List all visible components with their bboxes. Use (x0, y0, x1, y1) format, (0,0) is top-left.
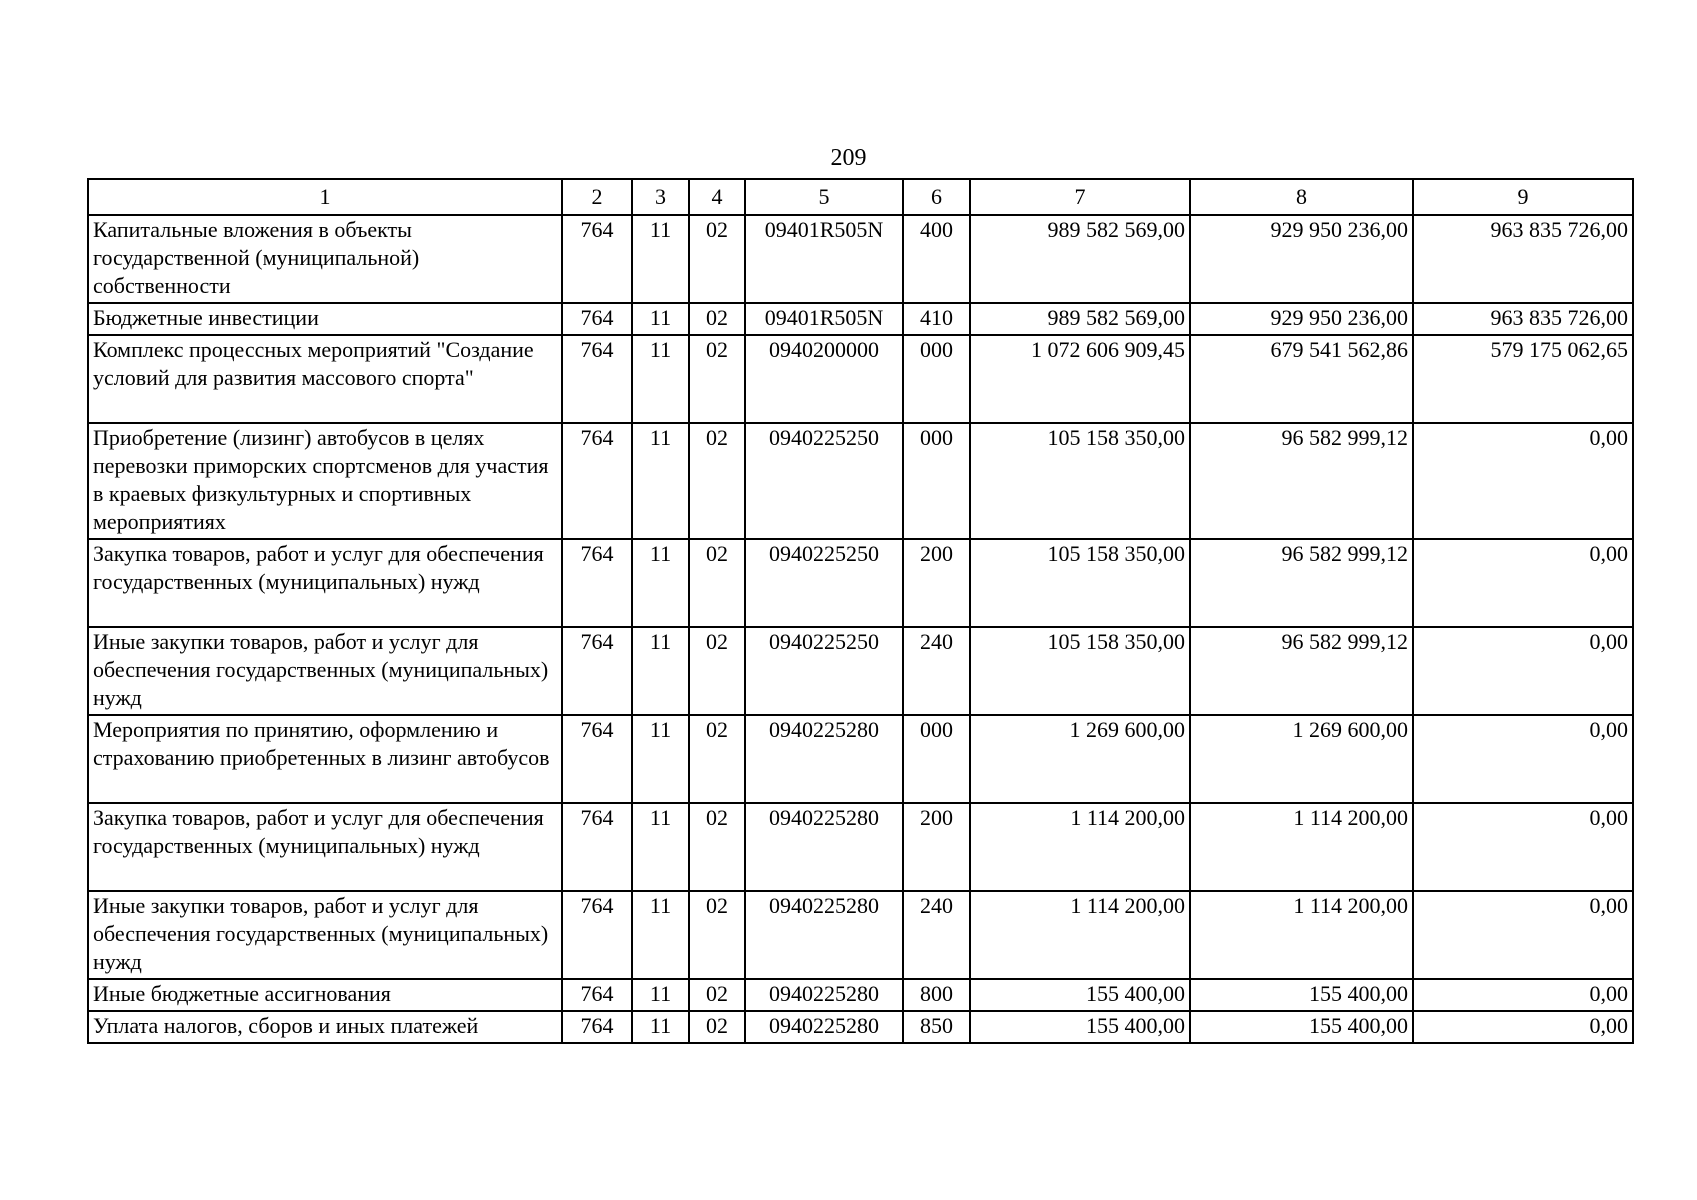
section-cell: 11 (632, 627, 689, 715)
admin-code-cell: 764 (562, 891, 632, 979)
target-article-cell: 0940225280 (745, 979, 903, 1011)
expense-type-cell: 850 (903, 1011, 970, 1043)
table-row (88, 803, 1633, 891)
table-row (88, 979, 1633, 1011)
amount-col9-cell: 0,00 (1413, 979, 1633, 1011)
section-cell: 11 (632, 423, 689, 539)
table-row (88, 335, 1633, 423)
amount-col9-cell: 963 835 726,00 (1413, 303, 1633, 335)
amount-col7-cell: 1 269 600,00 (970, 715, 1190, 803)
section-cell: 11 (632, 891, 689, 979)
budget-table (87, 178, 1634, 1044)
target-article-cell: 0940200000 (745, 335, 903, 423)
column-header-8: 8 (1190, 179, 1413, 215)
column-header-3: 3 (632, 179, 689, 215)
admin-code-cell: 764 (562, 539, 632, 627)
table-row (88, 215, 1633, 303)
amount-col9-cell: 0,00 (1413, 1011, 1633, 1043)
section-cell: 11 (632, 715, 689, 803)
subsection-cell: 02 (689, 423, 745, 539)
amount-col8-cell: 929 950 236,00 (1190, 303, 1413, 335)
subsection-cell: 02 (689, 979, 745, 1011)
amount-col9-cell: 963 835 726,00 (1413, 215, 1633, 303)
page-number: 209 (830, 145, 867, 171)
section-cell: 11 (632, 539, 689, 627)
table-row (88, 1011, 1633, 1043)
expense-type-cell: 800 (903, 979, 970, 1011)
item-name-cell: Приобретение (лизинг) автобусов в целях перевозки приморских спортсменов для участия в краевых физкультурных и спортивных мероприятиях (88, 423, 562, 539)
table-row (88, 715, 1633, 803)
section-cell: 11 (632, 979, 689, 1011)
amount-col7-cell: 105 158 350,00 (970, 539, 1190, 627)
amount-col9-cell: 0,00 (1413, 539, 1633, 627)
table-row (88, 539, 1633, 627)
section-cell: 11 (632, 1011, 689, 1043)
item-name-cell: Закупка товаров, работ и услуг для обеспечения государственных (муниципальных) нужд (88, 803, 562, 891)
target-article-cell: 09401R505N (745, 303, 903, 335)
column-header-2: 2 (562, 179, 632, 215)
subsection-cell: 02 (689, 215, 745, 303)
amount-col8-cell: 1 114 200,00 (1190, 891, 1413, 979)
target-article-cell: 09401R505N (745, 215, 903, 303)
amount-col8-cell: 155 400,00 (1190, 1011, 1413, 1043)
column-header-1: 1 (88, 179, 562, 215)
expense-type-cell: 000 (903, 423, 970, 539)
amount-col8-cell: 1 269 600,00 (1190, 715, 1413, 803)
target-article-cell: 0940225280 (745, 891, 903, 979)
table-header-row (88, 179, 1633, 215)
expense-type-cell: 000 (903, 715, 970, 803)
admin-code-cell: 764 (562, 715, 632, 803)
subsection-cell: 02 (689, 1011, 745, 1043)
subsection-cell: 02 (689, 303, 745, 335)
target-article-cell: 0940225280 (745, 715, 903, 803)
admin-code-cell: 764 (562, 803, 632, 891)
target-article-cell: 0940225250 (745, 627, 903, 715)
expense-type-cell: 240 (903, 891, 970, 979)
target-article-cell: 0940225250 (745, 423, 903, 539)
target-article-cell: 0940225250 (745, 539, 903, 627)
amount-col9-cell: 0,00 (1413, 803, 1633, 891)
item-name-cell: Иные закупки товаров, работ и услуг для обеспечения государственных (муниципальных) нужд (88, 891, 562, 979)
admin-code-cell: 764 (562, 423, 632, 539)
subsection-cell: 02 (689, 715, 745, 803)
expense-type-cell: 400 (903, 215, 970, 303)
section-cell: 11 (632, 303, 689, 335)
admin-code-cell: 764 (562, 627, 632, 715)
expense-type-cell: 200 (903, 803, 970, 891)
amount-col7-cell: 155 400,00 (970, 979, 1190, 1011)
amount-col9-cell: 0,00 (1413, 891, 1633, 979)
section-cell: 11 (632, 803, 689, 891)
admin-code-cell: 764 (562, 335, 632, 423)
column-header-6: 6 (903, 179, 970, 215)
table-row (88, 627, 1633, 715)
table-row (88, 303, 1633, 335)
item-name-cell: Капитальные вложения в объекты государственной (муниципальной) собственности (88, 215, 562, 303)
amount-col7-cell: 989 582 569,00 (970, 303, 1190, 335)
amount-col8-cell: 96 582 999,12 (1190, 539, 1413, 627)
subsection-cell: 02 (689, 539, 745, 627)
item-name-cell: Комплекс процессных мероприятий "Создание условий для развития массового спорта" (88, 335, 562, 423)
admin-code-cell: 764 (562, 303, 632, 335)
amount-col7-cell: 155 400,00 (970, 1011, 1190, 1043)
table-body (88, 215, 1633, 1043)
admin-code-cell: 764 (562, 1011, 632, 1043)
amount-col9-cell: 0,00 (1413, 715, 1633, 803)
subsection-cell: 02 (689, 891, 745, 979)
item-name-cell: Иные бюджетные ассигнования (88, 979, 562, 1011)
section-cell: 11 (632, 215, 689, 303)
amount-col7-cell: 989 582 569,00 (970, 215, 1190, 303)
amount-col9-cell: 0,00 (1413, 627, 1633, 715)
amount-col7-cell: 105 158 350,00 (970, 423, 1190, 539)
item-name-cell: Бюджетные инвестиции (88, 303, 562, 335)
amount-col8-cell: 1 114 200,00 (1190, 803, 1413, 891)
amount-col8-cell: 96 582 999,12 (1190, 423, 1413, 539)
amount-col9-cell: 0,00 (1413, 423, 1633, 539)
column-header-4: 4 (689, 179, 745, 215)
item-name-cell: Уплата налогов, сборов и иных платежей (88, 1011, 562, 1043)
item-name-cell: Закупка товаров, работ и услуг для обеспечения государственных (муниципальных) нужд (88, 539, 562, 627)
amount-col8-cell: 679 541 562,86 (1190, 335, 1413, 423)
item-name-cell: Иные закупки товаров, работ и услуг для обеспечения государственных (муниципальных) нужд (88, 627, 562, 715)
amount-col8-cell: 96 582 999,12 (1190, 627, 1413, 715)
column-header-9: 9 (1413, 179, 1633, 215)
column-header-7: 7 (970, 179, 1190, 215)
amount-col7-cell: 1 114 200,00 (970, 803, 1190, 891)
amount-col9-cell: 579 175 062,65 (1413, 335, 1633, 423)
subsection-cell: 02 (689, 803, 745, 891)
amount-col8-cell: 929 950 236,00 (1190, 215, 1413, 303)
amount-col7-cell: 1 114 200,00 (970, 891, 1190, 979)
table-row (88, 423, 1633, 539)
column-header-5: 5 (745, 179, 903, 215)
target-article-cell: 0940225280 (745, 1011, 903, 1043)
subsection-cell: 02 (689, 627, 745, 715)
section-cell: 11 (632, 335, 689, 423)
admin-code-cell: 764 (562, 979, 632, 1011)
expense-type-cell: 000 (903, 335, 970, 423)
amount-col8-cell: 155 400,00 (1190, 979, 1413, 1011)
expense-type-cell: 410 (903, 303, 970, 335)
admin-code-cell: 764 (562, 215, 632, 303)
table-row (88, 891, 1633, 979)
item-name-cell: Мероприятия по принятию, оформлению и страхованию приобретенных в лизинг автобусов (88, 715, 562, 803)
expense-type-cell: 240 (903, 627, 970, 715)
target-article-cell: 0940225280 (745, 803, 903, 891)
expense-type-cell: 200 (903, 539, 970, 627)
amount-col7-cell: 1 072 606 909,45 (970, 335, 1190, 423)
subsection-cell: 02 (689, 335, 745, 423)
amount-col7-cell: 105 158 350,00 (970, 627, 1190, 715)
